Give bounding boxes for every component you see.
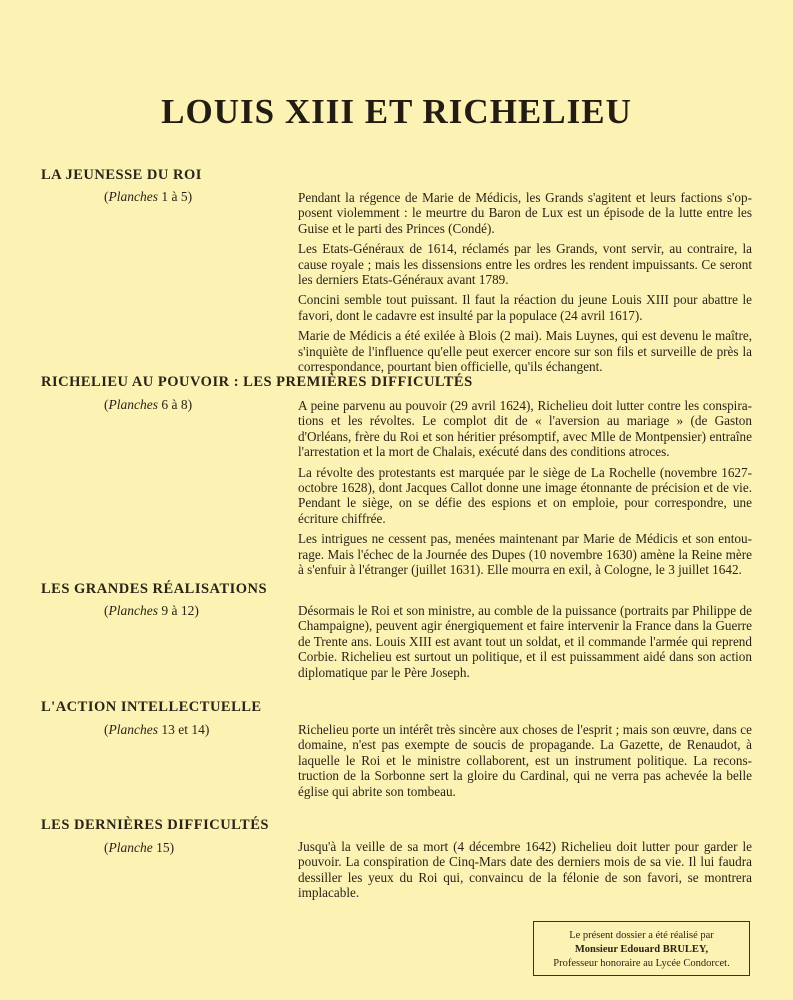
planches-ref-dernieres: (Planche 15) [104, 840, 175, 855]
paragraph: Les intrigues ne cessent pas, menées maintenant par Marie de Médicis et son entourage. Mais l'échec de la Journée des Dupes (10 novembre 1630) amène la Reine mère à s'enfuir à l'étranger (juillet 1631). Elle mourra en exil, à Cologne, le 3 juillet 1642. [298, 531, 752, 578]
paragraph: Désormais le Roi et son ministre, au comble de la puissance (portraits par Philippe de Champaigne), peuvent agir énergiquement et faire intervenir la France dans la Guerre de Trente ans. Louis XIII est avant tout un soldat, et il commande l'armée qui reprend Corbie. Richelieu est surtout un politique, et il est puissamment aidé dans son action diplomatique par le Père Joseph. [298, 603, 752, 680]
section-text-intellectuelle [298, 722, 752, 799]
section-text-dernieres [298, 839, 752, 901]
paragraph: A peine parvenu au pouvoir (29 avril 1624), Richelieu doit lutter contre les conspirations et les révoltes. Le complot dit de « l'aversion au mariage » (de Gaston d'Orléans, frère du Roi et son héritier présomptif, avec Mlle de Montpensier) entraîne l'arrestation et la mort de Chalais, exécuté dans des conditions atroces. [298, 398, 752, 460]
section-heading-dernieres: LES DERNIÈRES DIFFICULTÉS [41, 817, 269, 833]
planches-range: 13 et 14) [161, 722, 210, 737]
credit-box [533, 921, 750, 976]
planches-word: Planches [108, 189, 158, 204]
paragraph: Richelieu porte un intérêt très sincère aux choses de l'esprit ; mais son œuvre, dans ce domaine, n'est pas exempte de soucis de propagande. La Gazette, de Renaudot, à laquelle le Roi et le ministre collaborent, est un instrument politique. La reconstruction de la Sorbonne sert la gloire du Cardinal, qui ne verra pas achevée la belle église qui abrite son tombeau. [298, 722, 752, 799]
credit-line: Le présent dossier a été réalisé par [569, 930, 714, 941]
author-name: Monsieur Edouard BRULEY, [574, 944, 709, 955]
section-text-jeunesse [298, 190, 752, 374]
section-heading-jeunesse: LA JEUNESSE DU ROI [41, 167, 202, 183]
planches-word: Planches [108, 603, 158, 618]
paragraph: Pendant la régence de Marie de Médicis, les Grands s'agitent et leurs factions s'opposent violemment : le meurtre du Baron de Lux est un épisode de la lutte entre les Guise et le parti des Princes (Condé). [298, 190, 752, 236]
section-heading-pouvoir: RICHELIEU AU POUVOIR : LES PREMIÈRES DIFFICULTÉS [41, 374, 473, 390]
section-heading-intellectuelle: L'ACTION INTELLECTUELLE [41, 699, 262, 715]
planches-range: 1 à 5) [161, 189, 193, 204]
paragraph: La révolte des protestants est marquée par le siège de La Rochelle (novembre 1627-octobre 1628), dont Jacques Callot donne une image étonnante de précision et de vie. Pendant le siège, on se défie des espions et on emploie, pour correspondre, une écriture chiffrée. [298, 464, 752, 526]
planches-word: Planches [108, 722, 158, 737]
paragraph: Jusqu'à la veille de sa mort (4 décembre 1642) Richelieu doit lutter pour garder le pouvoir. La conspiration de Cinq-Mars date des derniers mois de sa vie. Il lui faudra dessiller les yeux du Roi qui, convaincu de la félonie de son favori, se montrera implacable. [298, 839, 752, 901]
planches-range: 15) [156, 840, 175, 855]
section-text-pouvoir [298, 398, 752, 577]
author-title: Professeur honoraire au Lycée Condorcet. [553, 958, 730, 969]
planches-range: 6 à 8) [161, 397, 193, 412]
paragraph: Les Etats-Généraux de 1614, réclamés par les Grands, vont servir, au contraire, la cause royale ; mais les dissensions entre les ordres les rendent impuissants. Ce seront les derniers Etats-Généraux avant 1789. [298, 241, 752, 288]
paragraph: Marie de Médicis a été exilée à Blois (2 mai). Mais Luynes, qui est devenu le maître, s'inquiète de l'influence qu'elle peut exercer encore sur son fils et surveille de près la correspondance, pourtant bien officielle, qu'ils échangent. [298, 328, 752, 375]
page-title: LOUIS XIII ET RICHELIEU [161, 92, 632, 131]
planches-ref-realisations: (Planches 9 à 12) [104, 603, 199, 618]
planches-ref-jeunesse: (Planches 1 à 5) [104, 189, 193, 204]
paragraph: Concini semble tout puissant. Il faut la réaction du jeune Louis XIII pour abattre le favori, dont le cadavre est insulté par la populace (24 avril 1617). [298, 292, 752, 323]
planches-ref-pouvoir: (Planches 6 à 8) [104, 397, 193, 412]
planches-ref-intellectuelle: (Planches 13 et 14) [104, 722, 210, 737]
planches-word: Planches [108, 397, 158, 412]
section-text-realisations [298, 603, 752, 680]
section-heading-realisations: LES GRANDES RÉALISATIONS [41, 581, 268, 597]
planches-word: Planche [108, 840, 153, 855]
planches-range: 9 à 12) [161, 603, 199, 618]
